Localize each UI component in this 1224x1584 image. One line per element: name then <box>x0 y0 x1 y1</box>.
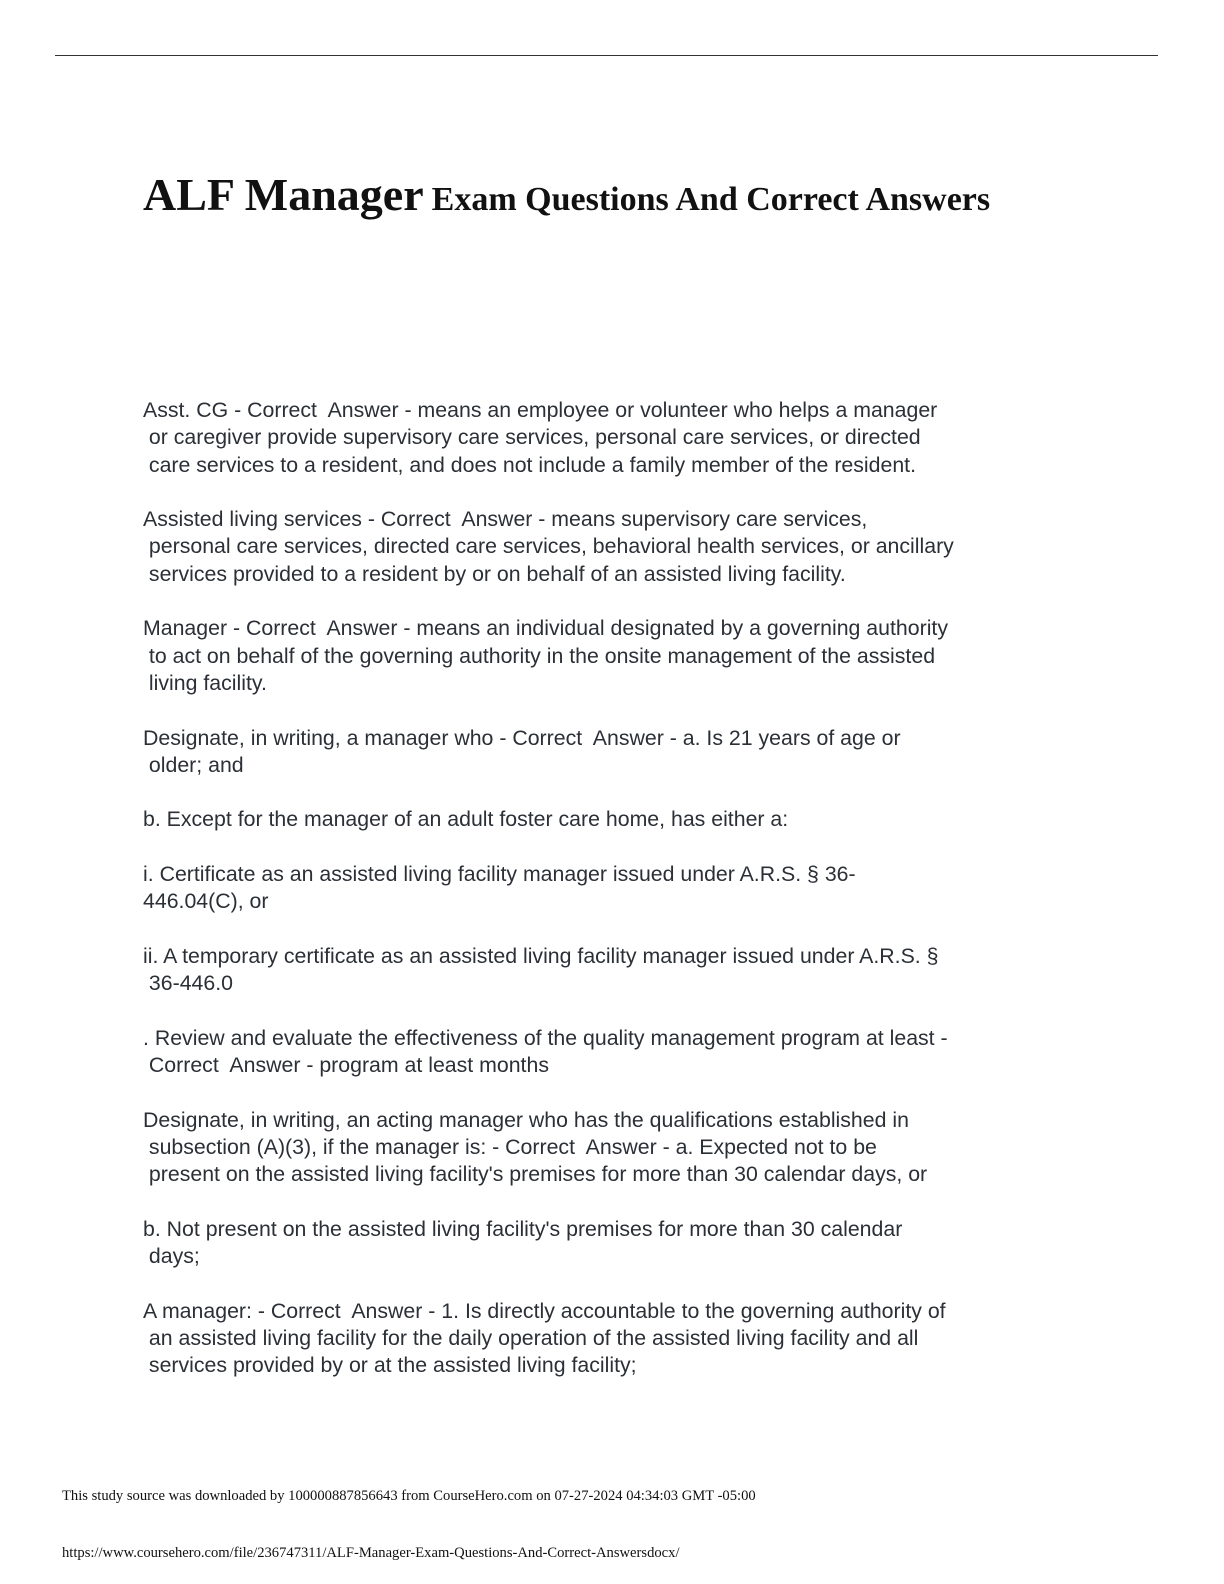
entry-line: . Review and evaluate the effectiveness of the quality management program at least - <box>143 1025 948 1050</box>
qa-entry <box>143 861 1083 916</box>
entry-line: Assisted living services - Correct Answer - means supervisory care services, <box>143 507 868 532</box>
entry-line: an assisted living facility for the daily operation of the assisted living facility and all <box>143 1326 919 1351</box>
entry-line: services provided by or at the assisted living facility; <box>143 1353 637 1378</box>
entry-line: 36-446.0 <box>143 971 233 996</box>
entry-line: i. Certificate as an assisted living facility manager issued under A.R.S. § 36- <box>143 862 856 887</box>
entry-line: living facility. <box>143 670 267 695</box>
entry-line: 446.04(C), or <box>143 889 269 914</box>
title-sub: Exam Questions And Correct Answers <box>431 181 991 218</box>
entry-line: care services to a resident, and does not include a family member of the resident. <box>143 452 917 477</box>
qa-entry <box>143 943 1083 998</box>
entry-line: Correct Answer - program at least months <box>143 1053 549 1078</box>
entry-line: subsection (A)(3), if the manager is: - Correct Answer - a. Expected not to be <box>143 1135 877 1160</box>
qa-entry <box>143 615 1083 697</box>
entry-line: b. Not present on the assisted living facility's premises for more than 30 calendar <box>143 1216 903 1241</box>
entry-line: Designate, in writing, a manager who - Correct Answer - a. Is 21 years of age or <box>143 725 901 750</box>
document-body <box>143 397 1083 1407</box>
title-main: ALF Manager <box>143 169 424 220</box>
entry-line: older; and <box>143 752 244 777</box>
qa-entry <box>143 725 1083 780</box>
qa-entry <box>143 1298 1083 1380</box>
entry-line: to act on behalf of the governing authority in the onsite management of the assisted <box>143 643 936 668</box>
entry-line: Asst. CG - Correct Answer - means an employee or volunteer who helps a manager <box>143 398 938 422</box>
qa-entry <box>143 1025 1083 1080</box>
entry-line: b. Except for the manager of an adult foster care home, has either a: <box>143 807 789 832</box>
document-title <box>143 169 991 220</box>
source-url-link[interactable]: https://www.coursehero.com/file/236747311/ALF-Manager-Exam-Questions-And-Correct-Answersdocx/ <box>62 1545 680 1561</box>
entry-line: Manager - Correct Answer - means an individual designated by a governing authority <box>143 616 948 641</box>
entry-line: or caregiver provide supervisory care services, personal care services, or directed <box>143 425 921 450</box>
entry-line: ii. A temporary certificate as an assisted living facility manager issued under A.R.S. § <box>143 943 939 968</box>
qa-entry <box>143 506 1083 588</box>
entry-line: present on the assisted living facility's premises for more than 30 calendar days, or <box>143 1162 928 1187</box>
qa-entry <box>143 397 1083 479</box>
qa-entry <box>143 1107 1083 1189</box>
entry-line: days; <box>143 1244 200 1269</box>
qa-entry <box>143 806 1083 833</box>
entry-line: Designate, in writing, an acting manager who has the qualifications established in <box>143 1107 909 1132</box>
header-divider <box>55 55 1158 56</box>
entry-line: services provided to a resident by or on behalf of an assisted living facility. <box>143 561 846 586</box>
qa-entry <box>143 1216 1083 1271</box>
entry-line: personal care services, directed care services, behavioral health services, or ancillary <box>143 534 954 559</box>
download-notice: This study source was downloaded by 100000887856643 from CourseHero.com on 07-27-2024 04:34:03 GMT -05:00 <box>62 1488 756 1504</box>
entry-line: A manager: - Correct Answer - 1. Is directly accountable to the governing authority of <box>143 1298 946 1323</box>
